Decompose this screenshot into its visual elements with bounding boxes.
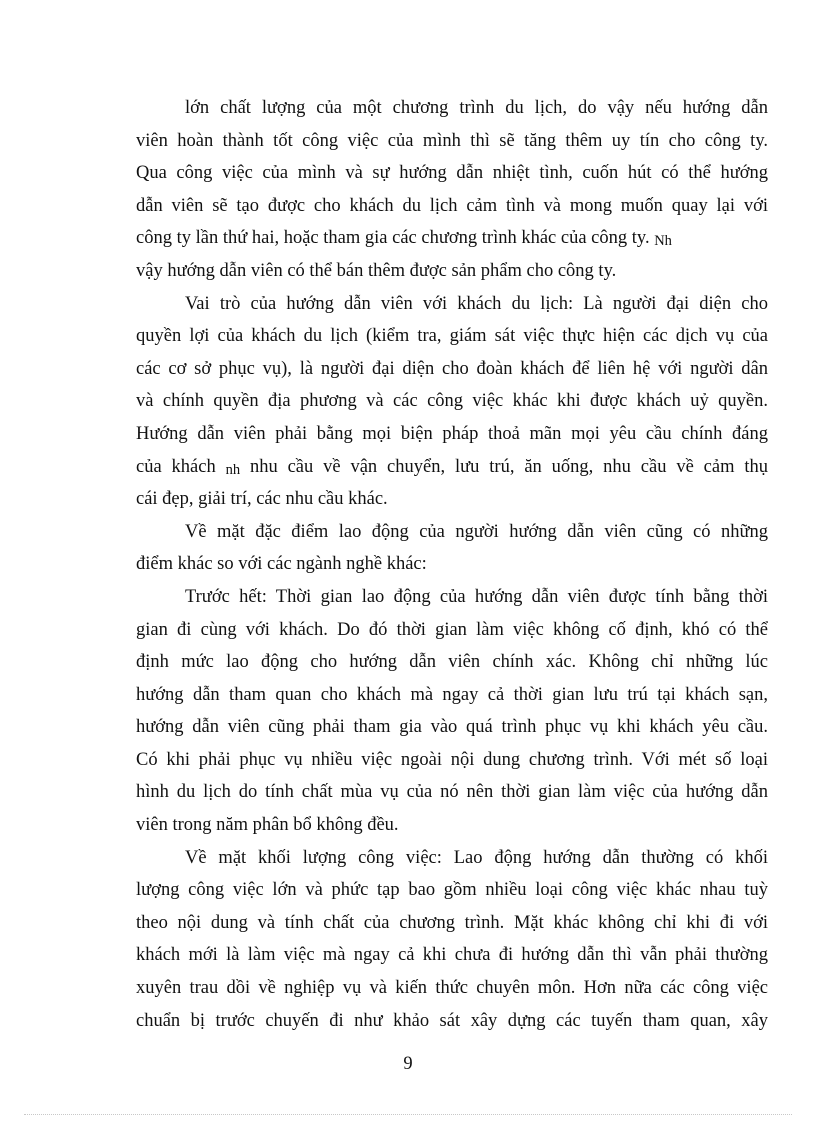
text-line-main: công ty lần thứ hai, hoặc tham gia các chương trình khác của công ty. [136, 228, 650, 249]
text-line: viên trong năm phân bổ không đều. [136, 815, 399, 836]
text-fragment: Nh [654, 233, 672, 250]
text-line: và chính quyền địa phương và các công việc khác khi được khách uỷ quyền. [136, 391, 768, 412]
text-line: xuyên trau dồi về nghiệp vụ và kiến thức chuyên môn. Hơn nữa các công việc [136, 978, 768, 999]
text-line: Về mặt đặc điểm lao động của người hướng dẫn viên cũng có những [185, 521, 768, 542]
page-boundary-divider [24, 1114, 792, 1115]
text-fragment: nh [225, 461, 241, 478]
text-line: Vai trò của hướng dẫn viên với khách du lịch: Là người đại diện cho [185, 293, 768, 314]
text-line [136, 451, 768, 484]
text-line: điểm khác so với các ngành nghề khác: [136, 554, 427, 575]
text-line: vậy hướng dẫn viên có thể bán thêm được sản phẩm cho công ty. [136, 260, 617, 281]
body-text [136, 92, 768, 1037]
text-line: hình du lịch do tính chất mùa vụ của nó nên thời gian làm việc của hướng dẫn [136, 782, 768, 803]
text-line: chuẩn bị trước chuyến đi như khảo sát xây dựng các tuyến tham quan, xây [136, 1010, 768, 1031]
text-line: hướng dẫn viên cũng phải tham gia vào quá trình phục vụ khi khách yêu cầu. [136, 717, 768, 738]
page-number: 9 [403, 1054, 413, 1074]
text-line: quyền lợi của khách du lịch (kiểm tra, giám sát việc thực hiện các dịch vụ của [136, 326, 768, 347]
text-line-rest: nhu cầu về vận chuyển, lưu trú, ăn uống, nhu cầu về cảm thụ [249, 456, 768, 477]
text-line: Có khi phải phục vụ nhiều việc ngoài nội dung chương trình. Với mét số loại [136, 749, 768, 770]
text-line: Qua công việc của mình và sự hướng dẫn nhiệt tình, cuốn hút có thể hướng [136, 163, 768, 184]
text-line: khách mới là làm việc mà ngay cả khi chưa đi hướng dẫn thì vẫn phải thường [136, 945, 768, 966]
text-line: viên hoàn thành tốt công việc của mình thì sẽ tăng thêm uy tín cho công ty. [136, 130, 768, 151]
text-line: lượng công việc lớn và phức tạp bao gồm nhiều loại công việc khác nhau tuỳ [136, 880, 768, 901]
text-line [136, 222, 768, 255]
text-line: hướng dẫn tham quan cho khách mà ngay cả thời gian lưu trú tại khách sạn, [136, 684, 768, 705]
text-line: Về mặt khối lượng công việc: Lao động hướng dẫn thường có khối [185, 847, 768, 868]
text-line: gian đi cùng với khách. Do đó thời gian làm việc không cố định, khó có thể [136, 619, 768, 640]
text-line: các cơ sở phục vụ), là người đại diện cho đoàn khách để liên hệ với người dân [136, 358, 768, 379]
text-line: Trước hết: Thời gian lao động của hướng dẫn viên được tính bằng thời [185, 586, 768, 607]
text-line-main: của khách [136, 456, 216, 477]
text-line: lớn chất lượng của một chương trình du lịch, do vậy nếu hướng dẫn [185, 98, 768, 118]
text-line: dẫn viên sẽ tạo được cho khách du lịch cảm tình và mong muốn quay lại với [136, 195, 768, 216]
text-line: định mức lao động cho hướng dẫn viên chính xác. Không chỉ những lúc [136, 652, 768, 673]
text-line: theo nội dung và tính chất của chương trình. Mặt khác không chỉ khi đi với [136, 912, 768, 933]
text-line: cái đẹp, giải trí, các nhu cầu khác. [136, 489, 388, 510]
text-line: Hướng dẫn viên phải bằng mọi biện pháp thoả mãn mọi yêu cầu chính đáng [136, 423, 768, 444]
